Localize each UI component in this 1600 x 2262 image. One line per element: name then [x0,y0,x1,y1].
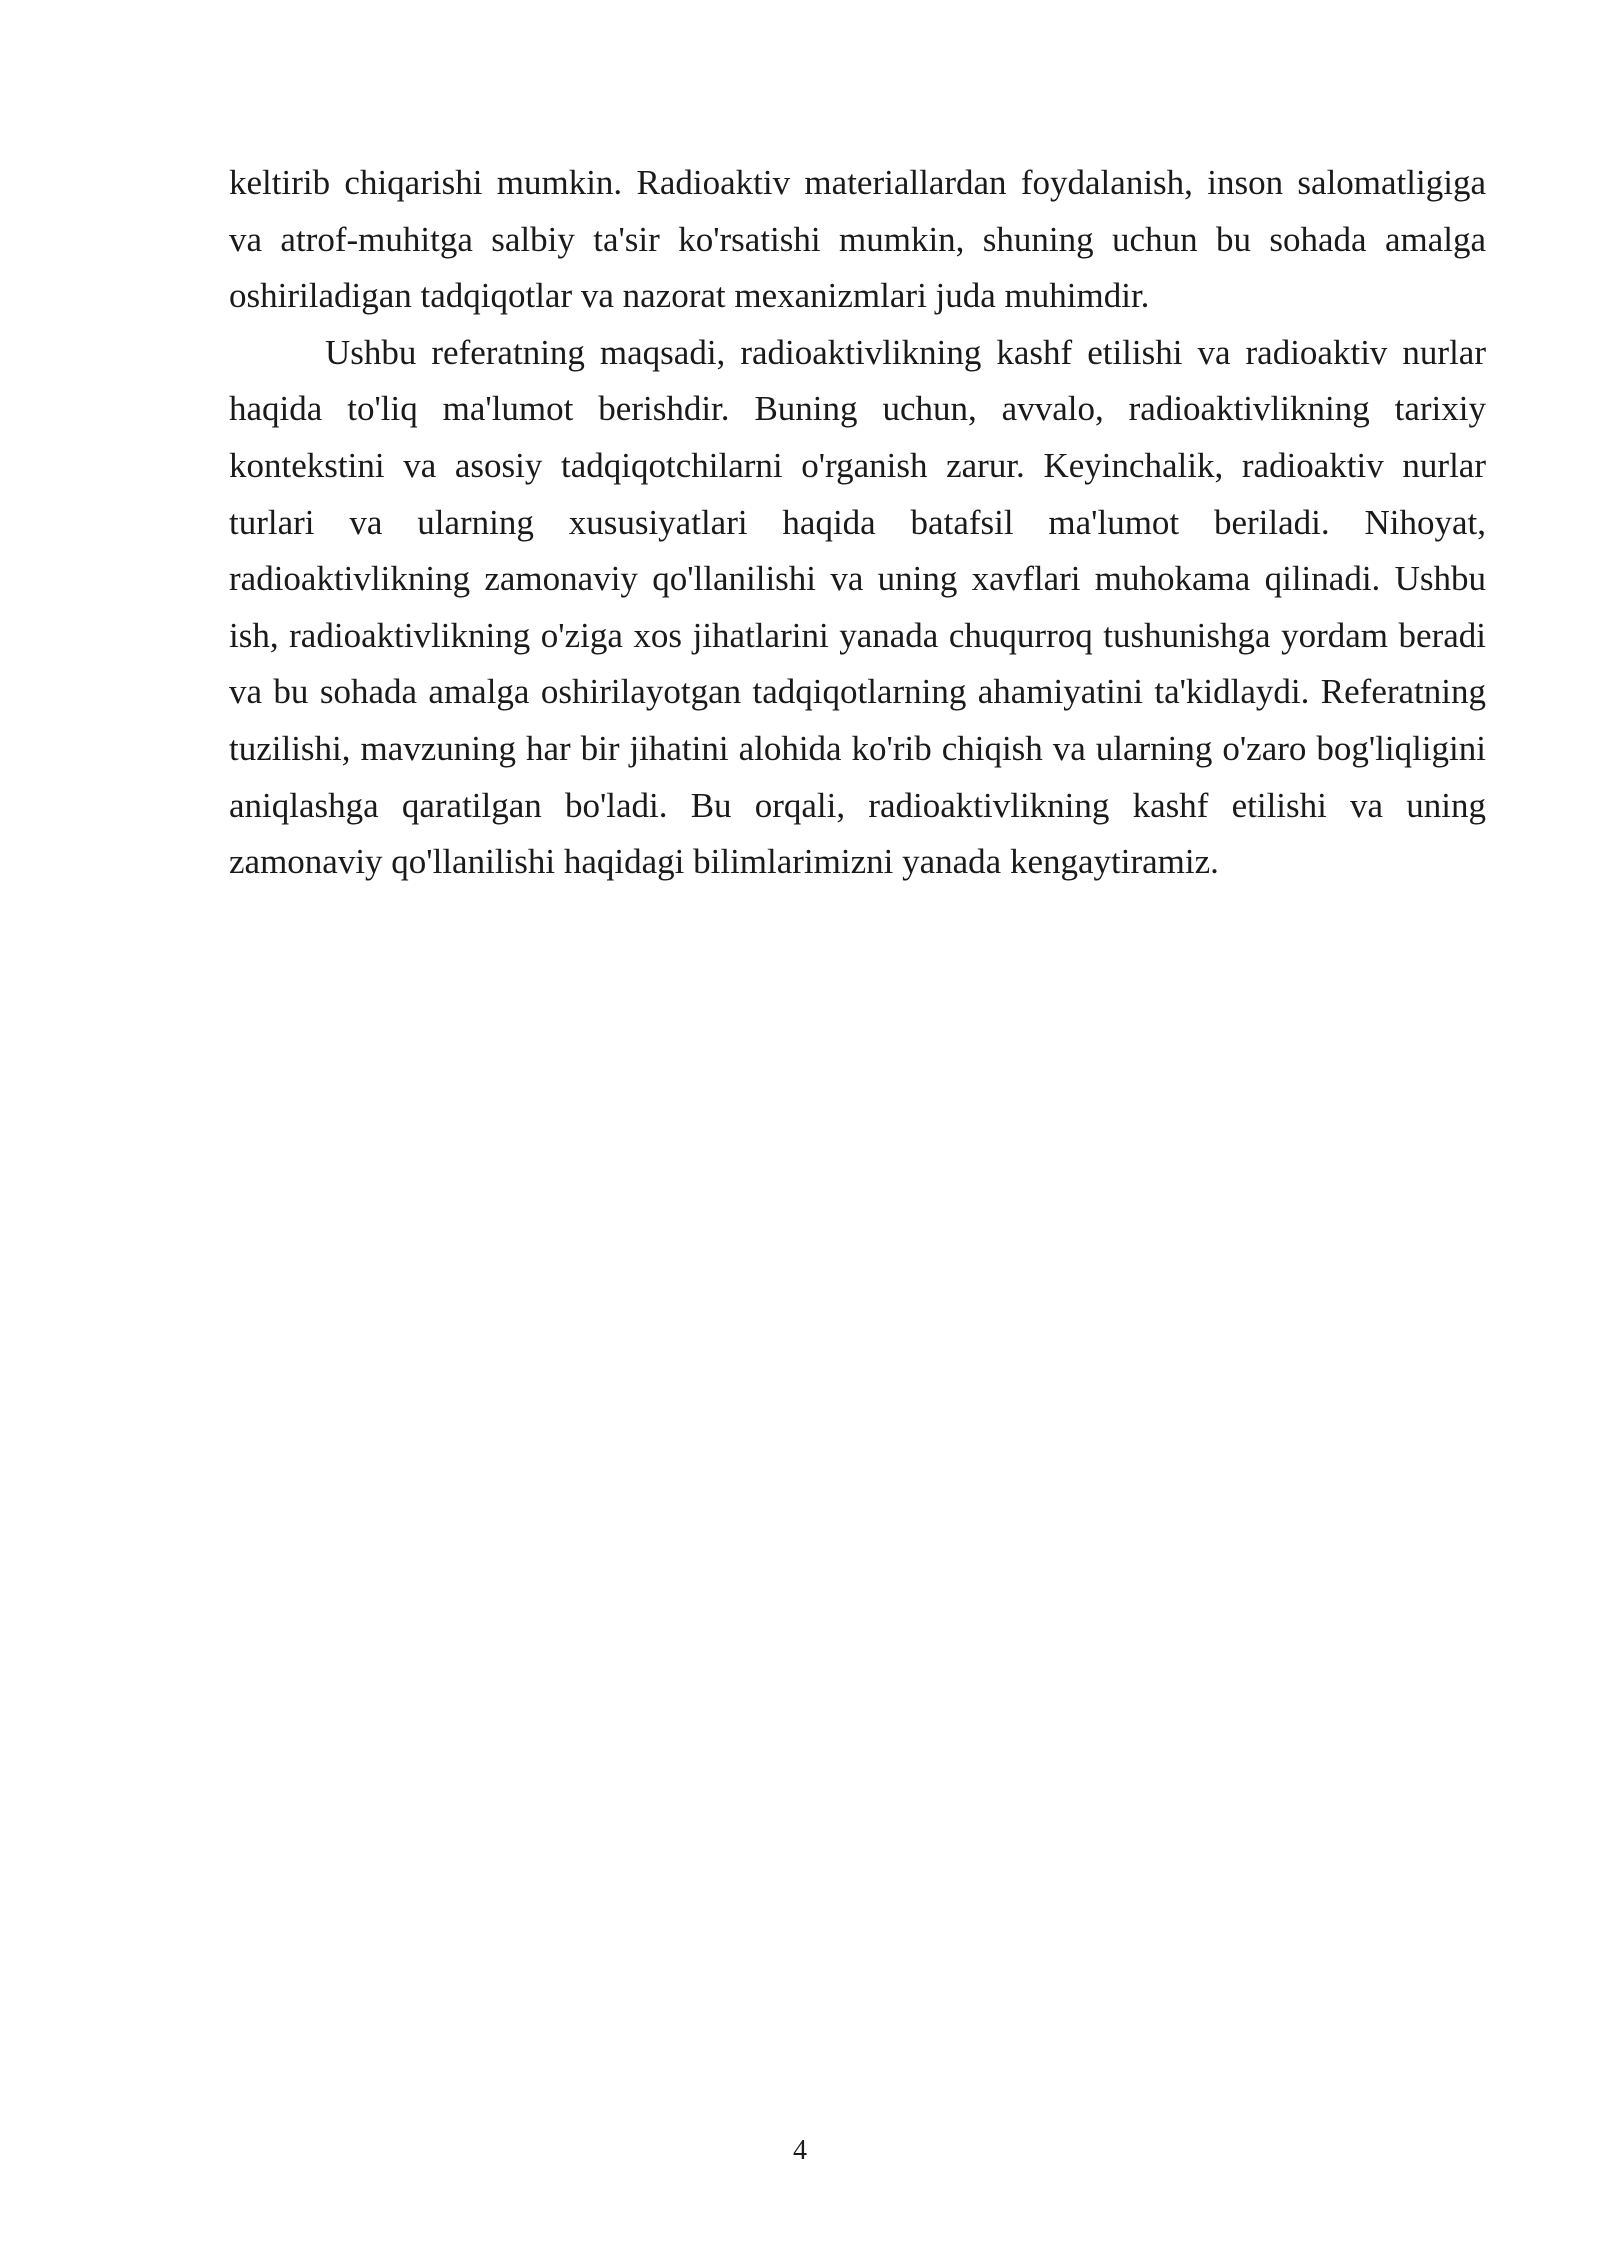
page-number: 4 [793,2135,807,2166]
paragraph-continuation: keltirib chiqarishi mumkin. Radioaktiv materiallardan foydalanish, inson salomatligiga va atrof-muhitga salbiy ta'sir ko'rsatishi mumkin, shuning uchun bu sohada amalga oshiriladigan tadqiqotlar va nazorat mexanizmlari juda muhimdir. [229,163,1486,316]
paragraph-purpose: Ushbu referatning maqsadi, radioaktivlikning kashf etilishi va radioaktiv nurlar haqida to'liq ma'lumot berishdir. Buning uchun, avvalo, radioaktivlikning tarixiy kontekstini va asosiy tadqiqotchilarni o'rganish zarur. Keyinchalik, radioaktiv nurlar turlari va ularning xususiyatlari haqida batafsil ma'lumot beriladi. Nihoyat, radioaktivlikning zamonaviy qo'llanilishi va uning xavflari muhokama qilinadi. Ushbu ish, radioaktivlikning o'ziga xos jihatlarini yanada chuqurroq tushunishga yordam beradi va bu sohada amalga oshirilayotgan tadqiqotlarning ahamiyatini ta'kidlaydi. Referatning tuzilishi, mavzuning har bir jihatini alohida ko'rib chiqish va ularning o'zaro bog'liqligini aniqlashga qaratilgan bo'ladi. Bu orqali, radioaktivlikning kashf etilishi va uning zamonaviy qo'llanilishi haqidagi bilimlarimizni yanada kengaytiramiz. [229,332,1486,882]
body-text [229,155,1486,891]
